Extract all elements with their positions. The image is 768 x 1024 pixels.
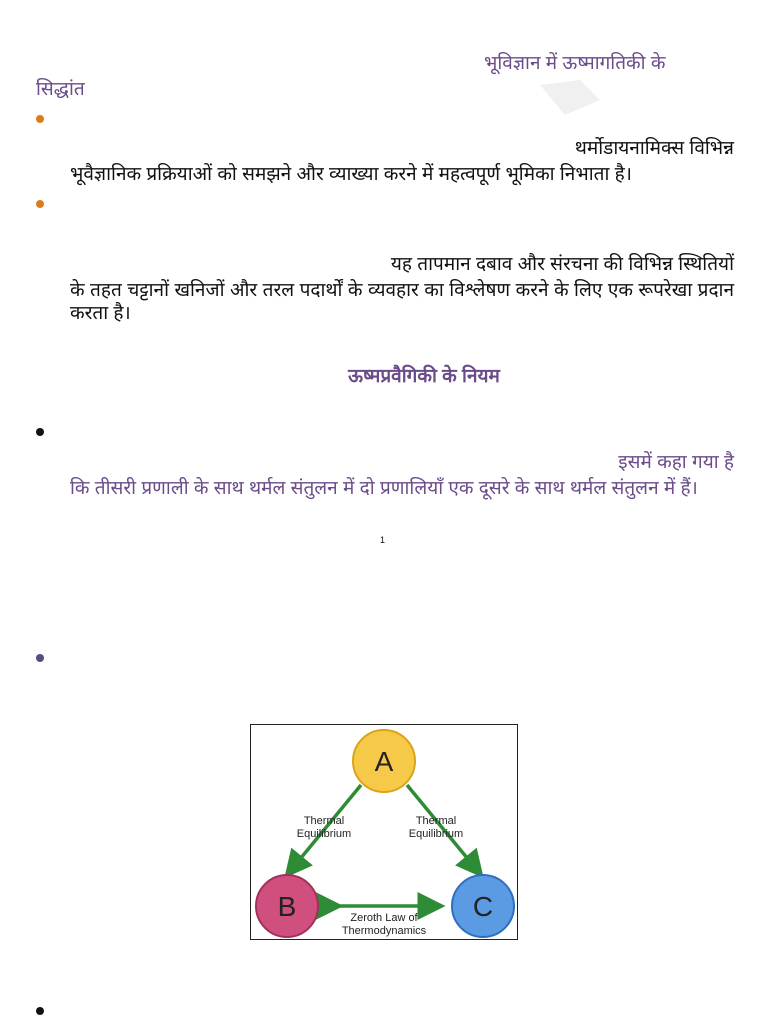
bottom-label-line1: Zeroth Law of bbox=[350, 912, 418, 924]
document-title-line1: भूविज्ञान में ऊष्मागतिकी के bbox=[484, 53, 666, 74]
node-a-label: A bbox=[374, 746, 394, 777]
left-label-line1: Thermal bbox=[303, 815, 345, 827]
bullet-icon bbox=[36, 654, 44, 662]
bottom-label-line2: Thermodynamics bbox=[341, 925, 427, 937]
document-title-line2: सिद्धांत bbox=[36, 79, 85, 100]
zeroth-law-diagram bbox=[250, 724, 518, 940]
para3-line1: इसमें कहा गया है bbox=[618, 452, 734, 473]
watermark-mark bbox=[535, 80, 605, 120]
zeroth-law-diagram-svg bbox=[251, 725, 517, 939]
right-label-line2: Equilibrium bbox=[408, 828, 464, 840]
para2-line1: यह तापमान दबाव और संरचना की विभिन्न स्थितियों bbox=[390, 254, 734, 275]
para1-line2: भूवैज्ञानिक प्रक्रियाओं को समझने और व्याख्या करने में महत्वपूर्ण भूमिका निभाता है। bbox=[70, 164, 632, 185]
section-heading: ऊष्मप्रवैगिकी के नियम bbox=[348, 366, 500, 387]
bullet-icon bbox=[36, 115, 44, 123]
para2-body: के तहत चट्टानों खनिजों और तरल पदार्थों के व्यवहार का विश्लेषण करने के लिए एक रूपरेखा प्रदान करता है। bbox=[70, 280, 734, 324]
bullet-icon bbox=[36, 200, 44, 208]
node-b-label: B bbox=[277, 891, 297, 922]
node-c-label: C bbox=[472, 891, 494, 922]
para3-body: कि तीसरी प्रणाली के साथ थर्मल संतुलन में दो प्रणालियाँ एक दूसरे के साथ थर्मल संतुलन में हैं। bbox=[70, 478, 698, 499]
footnote-marker: 1 bbox=[380, 535, 386, 545]
bullet-icon bbox=[36, 428, 44, 436]
bullet-icon bbox=[36, 1007, 44, 1015]
para1-line1: थर्मोडायनामिक्स विभिन्न bbox=[574, 138, 734, 159]
right-label-line1: Thermal bbox=[415, 815, 457, 827]
left-label-line2: Equilibrium bbox=[296, 828, 352, 840]
